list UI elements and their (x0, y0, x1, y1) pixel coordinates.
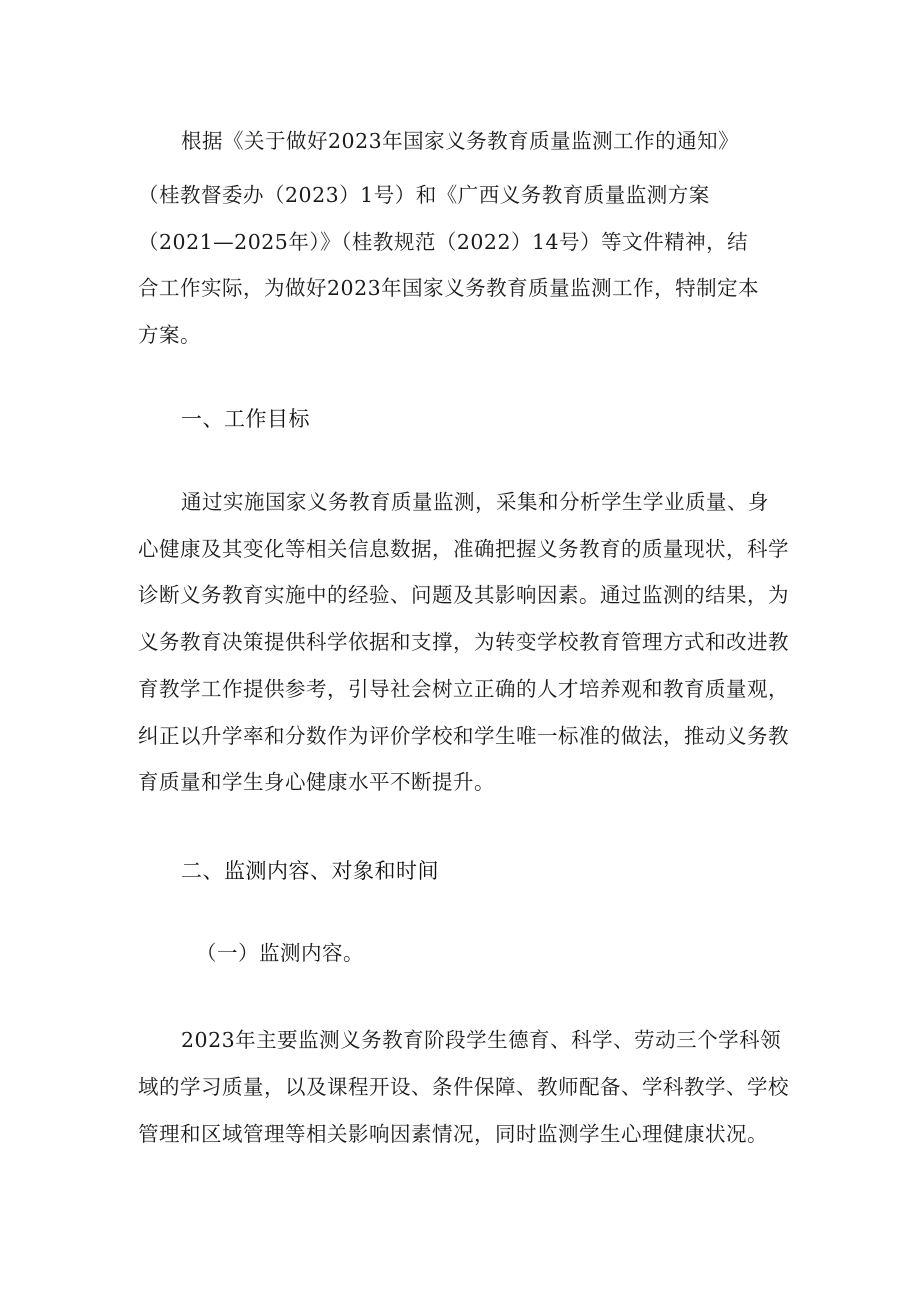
section-heading-goals: 一、工作目标 (181, 407, 310, 431)
goals-line-3: 诊断义务教育实施中的经验、问题及其影响因素。通过监测的结果，为 (138, 583, 789, 607)
intro-line-4: 合工作实际，为做好2023年国家义务教育质量监测工作，特制定本 (138, 276, 760, 300)
content-line-2: 域的学习质量，以及课程开设、条件保障、教师配备、学科教学、学校 (138, 1075, 789, 1099)
goals-line-7: 育质量和学生身心健康水平不断提升。 (138, 770, 495, 794)
goals-line-4: 义务教育决策提供科学依据和支撑，为转变学校教育管理方式和改进教 (138, 630, 789, 654)
subheading-monitoring-content: （一）监测内容。 (196, 941, 364, 965)
intro-line-1: 根据《关于做好2023年国家义务教育质量监测工作的通知》 (181, 129, 740, 153)
intro-line-5: 方案。 (138, 323, 201, 347)
intro-line-2: （桂教督委办（2023）1号）和《广西义务教育质量监测方案 (138, 183, 710, 207)
goals-line-5: 育教学工作提供参考，引导社会树立正确的人才培养观和教育质量观， (138, 677, 789, 701)
section-heading-monitoring: 二、监测内容、对象和时间 (181, 859, 439, 883)
content-line-1: 2023年主要监测义务教育阶段学生德育、科学、劳动三个学科领 (181, 1028, 782, 1052)
intro-line-3: （2021—2025年）》（桂教规范（2022）14号）等文件精神，结 (138, 230, 749, 254)
goals-line-1: 通过实施国家义务教育质量监测，采集和分析学生学业质量、身 (181, 490, 769, 514)
goals-line-6: 纠正以升学率和分数作为评价学校和学生唯一标准的做法，推动义务教 (138, 724, 789, 748)
content-line-3: 管理和区域管理等相关影响因素情况，同时监测学生心理健康状况。 (138, 1122, 768, 1146)
goals-line-2: 心健康及其变化等相关信息数据，准确把握义务教育的质量现状，科学 (138, 537, 789, 561)
